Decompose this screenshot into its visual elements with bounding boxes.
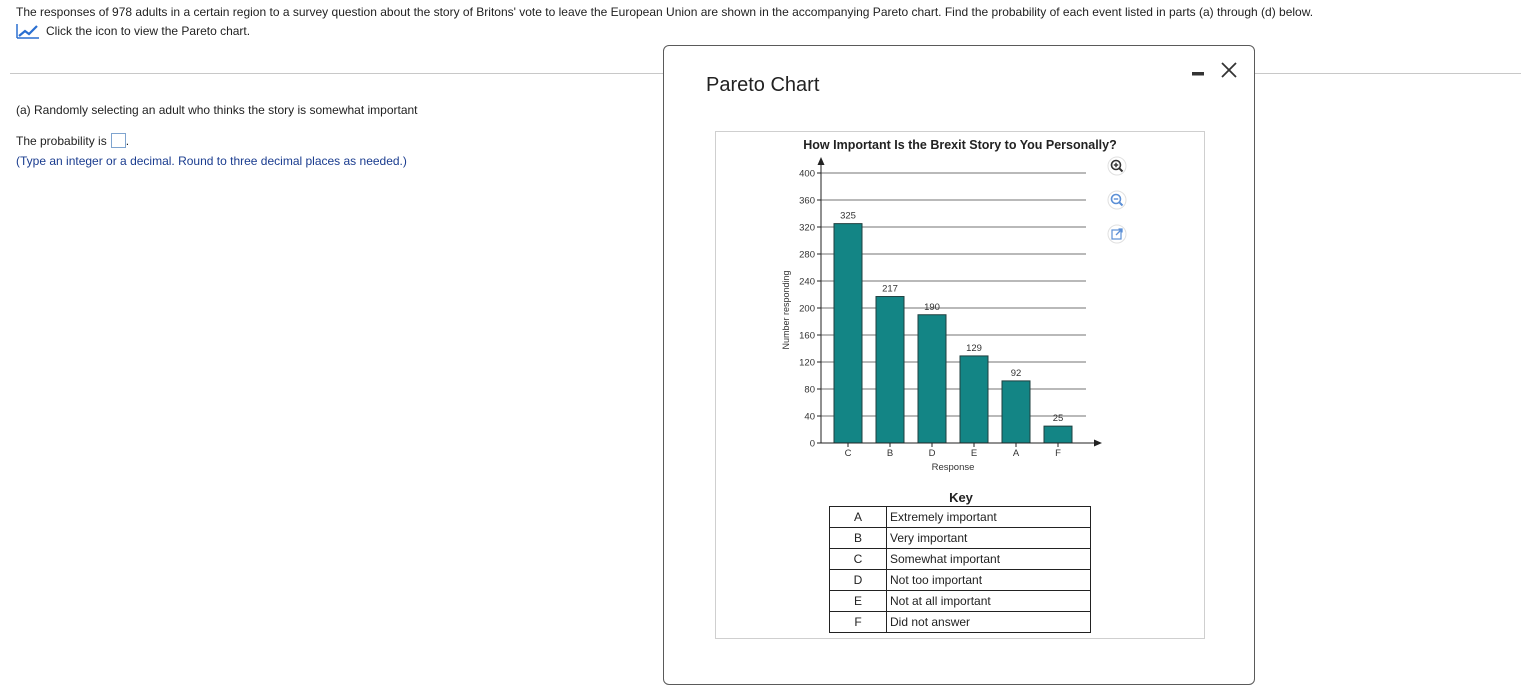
pareto-chart-dialog xyxy=(663,45,1255,685)
chart-title: How Important Is the Brexit Story to You Personally? xyxy=(803,138,1117,152)
dialog-title: Pareto Chart xyxy=(706,74,820,96)
x-tick-label: C xyxy=(844,448,852,459)
minimize-icon[interactable] xyxy=(1191,62,1207,78)
key-code: E xyxy=(830,591,887,612)
bar-value-label: 325 xyxy=(840,210,856,222)
bar xyxy=(960,356,988,443)
pareto-chart xyxy=(716,132,1204,482)
key-row xyxy=(830,612,1091,633)
probability-line: The probability is . xyxy=(16,133,130,148)
y-tick-label: 360 xyxy=(799,195,815,207)
question-text: The responses of 978 adults in a certain region to a survey question about the story of Britons' vote to leave the European Union are shown in the accompanying Pareto chart. Find the probability of each event listed in parts (a) through (d) below. xyxy=(16,5,1314,19)
key-code: C xyxy=(830,549,887,570)
bar-value-label: 25 xyxy=(1052,413,1064,425)
y-tick-label: 200 xyxy=(799,303,815,315)
key-label: Not at all important xyxy=(887,591,1091,612)
y-tick-label: 120 xyxy=(799,357,815,369)
view-chart-link-text[interactable]: Click the icon to view the Pareto chart. xyxy=(46,24,251,38)
bar xyxy=(918,315,946,443)
key-row xyxy=(830,570,1091,591)
key-label: Did not answer xyxy=(887,612,1091,633)
probability-label: The probability is xyxy=(16,133,107,148)
x-tick-label: F xyxy=(1055,448,1061,459)
key-row xyxy=(830,549,1091,570)
y-axis-arrow xyxy=(818,157,825,165)
view-chart-link[interactable] xyxy=(16,23,250,39)
key-label: Very important xyxy=(887,528,1091,549)
y-tick-label: 160 xyxy=(799,330,815,342)
chart-icon[interactable] xyxy=(16,23,40,39)
x-tick-label: E xyxy=(970,448,978,459)
y-tick-label: 240 xyxy=(799,276,815,288)
chart-frame xyxy=(715,131,1205,639)
zoom-out-icon[interactable] xyxy=(1107,190,1127,210)
bar xyxy=(1044,426,1072,443)
bar-value-label: 190 xyxy=(924,301,940,313)
key-row xyxy=(830,507,1091,528)
popout-icon[interactable] xyxy=(1107,224,1127,244)
y-tick-label: 320 xyxy=(799,222,815,234)
key-label: Somewhat important xyxy=(887,549,1091,570)
x-axis-label: Response xyxy=(931,462,975,473)
key-code: A xyxy=(830,507,887,528)
y-tick-label: 400 xyxy=(799,168,815,180)
key-row xyxy=(830,528,1091,549)
key-table xyxy=(829,506,1091,633)
key-label: Not too important xyxy=(887,570,1091,591)
key-title: Key xyxy=(949,490,973,505)
part-a-prompt: (a) Randomly selecting an adult who thinks the story is somewhat important xyxy=(16,103,418,117)
y-tick-label: 40 xyxy=(804,411,815,423)
bar xyxy=(876,297,904,443)
key-code: D xyxy=(830,570,887,591)
zoom-in-icon[interactable] xyxy=(1107,156,1127,176)
bar-value-label: 217 xyxy=(882,283,898,295)
bar-value-label: 92 xyxy=(1010,367,1022,379)
close-icon[interactable] xyxy=(1220,61,1238,79)
x-axis-arrow xyxy=(1094,440,1102,447)
x-tick-label: A xyxy=(1012,448,1020,459)
bar xyxy=(834,224,862,443)
y-axis-label: Number responding xyxy=(781,270,791,350)
bar xyxy=(1002,381,1030,443)
key-code: F xyxy=(830,612,887,633)
key-label: Extremely important xyxy=(887,507,1091,528)
answer-input[interactable] xyxy=(111,133,126,148)
bar-value-label: 129 xyxy=(966,342,982,354)
x-tick-label: B xyxy=(886,448,894,459)
x-tick-label: D xyxy=(928,448,936,459)
y-tick-label: 80 xyxy=(804,384,815,396)
key-code: B xyxy=(830,528,887,549)
answer-hint: (Type an integer or a decimal. Round to three decimal places as needed.) xyxy=(16,154,407,168)
key-row xyxy=(830,591,1091,612)
y-tick-label: 280 xyxy=(799,249,815,261)
y-tick-label: 0 xyxy=(809,438,815,450)
